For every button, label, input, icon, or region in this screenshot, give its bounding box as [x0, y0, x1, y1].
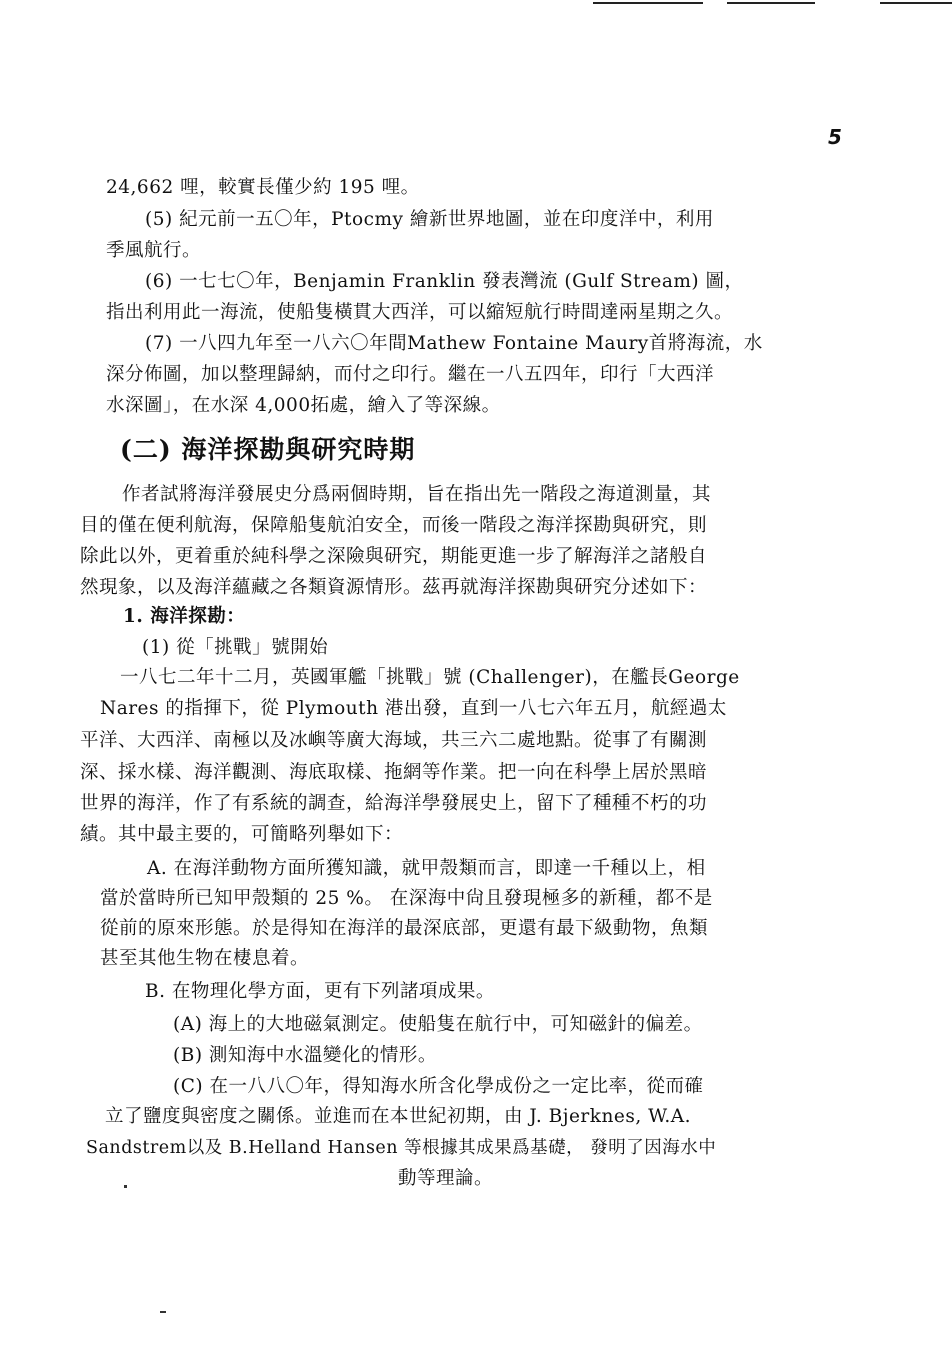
text-line: B. 在物理化學方面，更有下列諸項成果。	[145, 981, 495, 1002]
text-line: Sandstrem以及 B.Helland Hansen 等根據其成果爲基礎， 發明了因海水中	[86, 1138, 717, 1158]
text-line: 除此以外，更着重於純科學之深險與研究，期能更進一步了解海洋之諸般自	[80, 546, 708, 567]
text-line: (5) 紀元前一五〇年，Ptocmy 繪新世界地圖，並在印度洋中，利用	[145, 209, 714, 230]
text-line: (7) 一八四九年至一八六〇年間Mathew Fontaine Maury首將海流，水	[145, 333, 763, 354]
text-line: 目的僅在便利航海，保障船隻航泊安全，而後一階段之海洋探勘與研究，則	[80, 515, 708, 536]
scan-speck	[160, 1311, 166, 1313]
text-line: 深、採水樣、海洋觀測、海底取樣、拖網等作業。把一向在科學上居於黑暗	[80, 762, 708, 783]
text-line: 平洋、大西洋、南極以及冰嶼等廣大海域，共三六二處地點。從事了有關測	[80, 730, 708, 751]
text-line: 一八七二年十二月，英國軍艦「挑戰」號 (Challenger)，在艦長George	[120, 667, 740, 688]
text-line: Nares 的指揮下，從 Plymouth 港出發，直到一八七六年五月，航經過太	[100, 698, 727, 719]
text-line: 動等理論。	[398, 1168, 494, 1189]
text-line: A. 在海洋動物方面所獲知識，就甲殼類而言，即達一千種以上，相	[147, 858, 706, 879]
text-line: 作者試將海洋發展史分爲兩個時期，旨在指出先一階段之海道測量，其	[122, 484, 712, 505]
text-line: 甚至其他生物在棲息着。	[100, 948, 310, 969]
text-line: 水深圖」，在水深 4,000拓處，繪入了等深線。	[106, 395, 501, 416]
text-line: 世界的海洋，作了有系統的調查，給海洋學發展史上，留下了種種不朽的功	[80, 793, 708, 814]
text-line: 季風航行。	[106, 240, 202, 261]
page-number: 5	[828, 125, 842, 149]
text-line: 深分佈圖，加以整理歸納，而付之印行。繼在一八五四年，印行「大西洋	[106, 364, 715, 385]
header-rule	[727, 2, 815, 4]
text-line: (6) 一七七〇年，Benjamin Franklin 發表灣流 (Gulf Stream) 圖，	[145, 271, 744, 292]
text-line: 立了鹽度與密度之關係。並進而在本世紀初期，由 J. Bjerknes, W.A.	[105, 1106, 691, 1127]
text-line: 然現象，以及海洋蘊藏之各類資源情形。茲再就海洋探勘與研究分述如下：	[80, 577, 708, 598]
text-line: (B) 測知海中水溫變化的情形。	[173, 1045, 437, 1066]
header-rule	[880, 2, 952, 4]
subheading: 1. 海洋探勘：	[123, 606, 246, 627]
sub-subheading: (1) 從「挑戰」號開始	[142, 637, 329, 658]
header-rule	[593, 2, 703, 4]
text-line: 當於當時所已知甲殼類的 25 %。 在深海中尙且發現極多的新種，都不是	[100, 888, 713, 909]
section-heading: (二) 海洋探勘與研究時期	[120, 435, 416, 464]
text-line: (A) 海上的大地磁氣測定。使船隻在航行中，可知磁針的偏差。	[173, 1014, 703, 1035]
text-line: 從前的原來形態。於是得知在海洋的最深底部，更還有最下級動物，魚類	[100, 918, 709, 939]
text-line: 績。其中最主要的，可簡略列舉如下：	[80, 824, 404, 845]
text-line: (C) 在一八八〇年，得知海水所含化學成份之一定比率，從而確	[173, 1076, 704, 1097]
text-line: 指出利用此一海流，使船隻橫貫大西洋，可以縮短航行時間達兩星期之久。	[106, 302, 734, 323]
text-line: 24,662 哩，較實長僅少約 195 哩。	[106, 177, 420, 198]
scan-speck	[124, 1185, 127, 1188]
